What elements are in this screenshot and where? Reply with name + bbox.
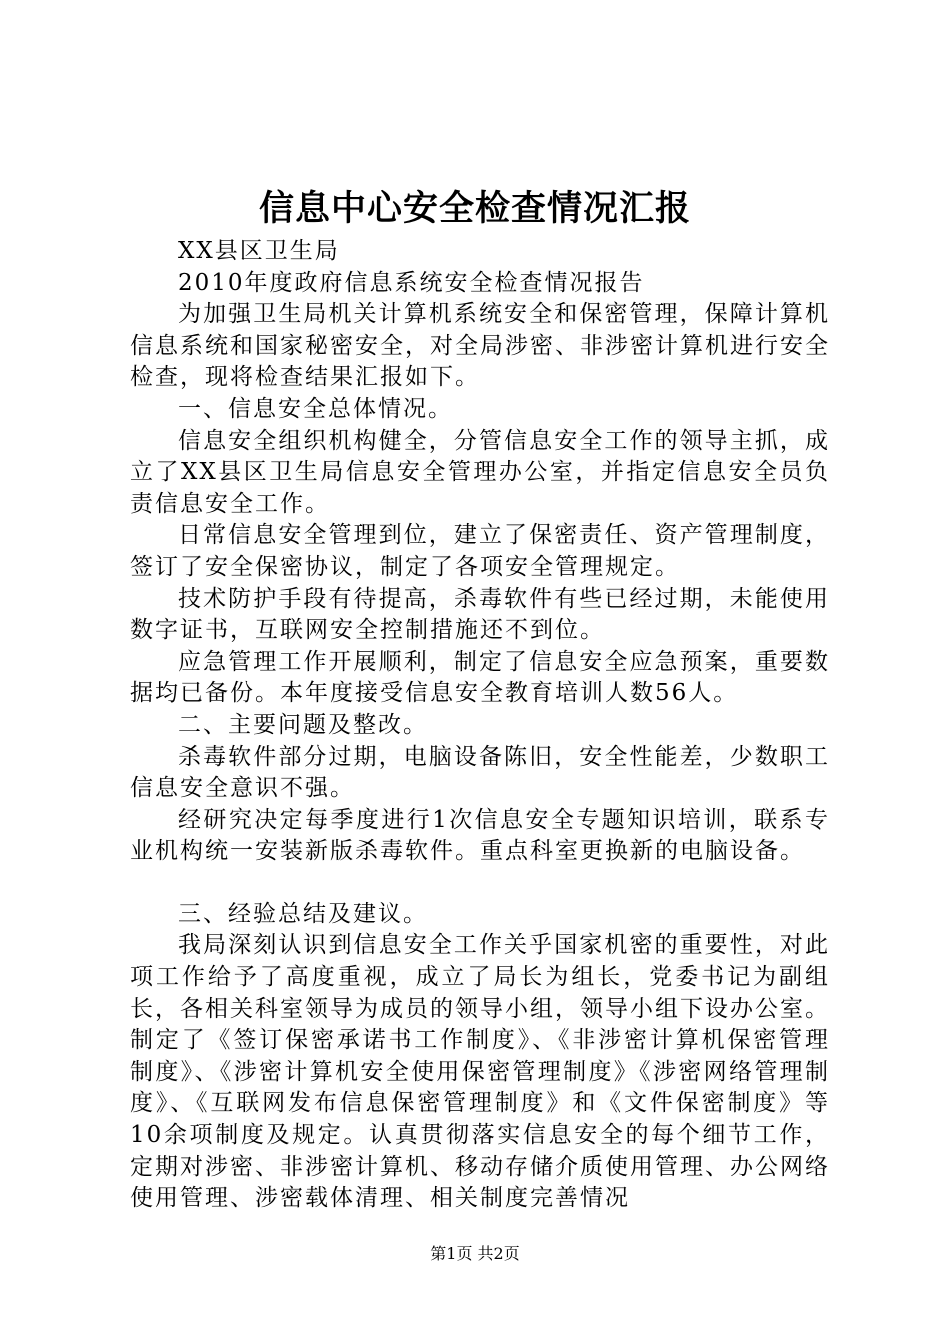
paragraph: 为加强卫生局机关计算机系统安全和保密管理，保障计算机信息系统和国家秘密安全，对全局涉密、非涉密计算机进行安全检查，现将检查结果汇报如下。	[130, 301, 830, 391]
document-title: 信息中心安全检查情况汇报	[258, 188, 691, 229]
section-heading: 三、经验总结及建议。	[178, 900, 428, 927]
paragraph: 我局深刻认识到信息安全工作关乎国家机密的重要性，对此项工作给予了高度重视，成立了局长为组长，党委书记为副组长，各相关科室领导为成员的领导小组，领导小组下设办公室。制定了《签订保密承诺书工作制度》、《非涉密计算机保密管理制度》、《涉密计算机安全使用保密管理制度》《涉密网络管理制度》、《互联网发布信息保密管理制度》和《文件保密制度》等10余项制度及规定。认真贯彻落实信息安全的每个细节工作，定期对涉密、非涉密计算机、移动存储介质使用管理、办公网络使用管理、涉密载体清理、相关制度完善情况	[130, 932, 830, 1212]
paragraph: 信息安全组织机构健全，分管信息安全工作的领导主抓，成立了XX县区卫生局信息安全管理办公室，并指定信息安全员负责信息安全工作。	[130, 427, 830, 517]
paragraph: 2010年度政府信息系统安全检查情况报告	[178, 269, 645, 296]
paragraph: 应急管理工作开展顺利，制定了信息安全应急预案，重要数据均已备份。本年度接受信息安全教育培训人数56人。	[130, 648, 830, 707]
paragraph: 日常信息安全管理到位，建立了保密责任、资产管理制度，签订了安全保密协议，制定了各项安全管理规定。	[130, 522, 830, 580]
paragraph: 杀毒软件部分过期，电脑设备陈旧，安全性能差，少数职工信息安全意识不强。	[130, 743, 830, 802]
paragraph: 技术防护手段有待提高，杀毒软件有些已经过期，未能使用数字证书，互联网安全控制措施还不到位。	[130, 585, 830, 644]
paragraph: XX县区卫生局	[178, 238, 340, 264]
page-indicator: 第1页 共2页	[430, 1244, 520, 1263]
document-body	[130, 236, 830, 1215]
section-heading: 一、信息安全总体情况。	[178, 395, 453, 422]
section-heading: 二、主要问题及整改。	[178, 711, 428, 738]
paragraph: 经研究决定每季度进行1次信息安全专题知识培训，联系专业机构统一安装新版杀毒软件。重点科室更换新的电脑设备。	[130, 806, 830, 865]
